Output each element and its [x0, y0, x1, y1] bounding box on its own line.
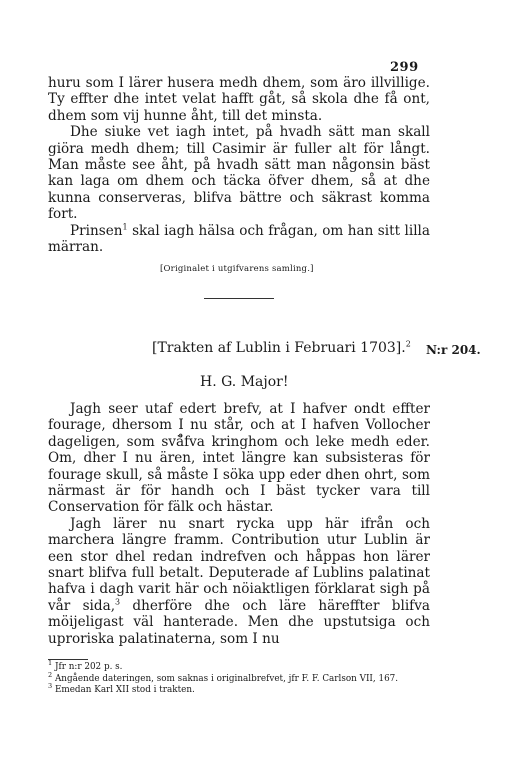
paragraph: huru som I lärer husera medh dhem, som äro illvillige. Ty effter dhe intet velat hafft gåt, så skola dhe få ont, dhem som vij hunne åht, till det minsta. [48, 75, 430, 124]
paragraph-with-ref [48, 516, 430, 647]
separator-rule [204, 298, 274, 299]
footnote-rule [48, 659, 88, 660]
footnote-text: Jfr n:r 202 p. s. [54, 662, 123, 672]
footnote-ref: 2 [405, 339, 411, 349]
footnote [48, 682, 430, 697]
text: Jagh lärer nu snart rycka upp här ifrån och marchera längre framm. Contribution utur Lublin är een stor dhel redan indrefven och håppas hon lärer snart blifva full betalt. Deputerade af Lublins palatinat hafva i dagh varit här och nöiaktligen förklarat sigh på vår sida, [48, 515, 430, 614]
letter-heading [152, 340, 411, 356]
document-number: N:r 204. [426, 343, 481, 357]
letter-text-block [48, 401, 430, 647]
footnote-ref: 3 [115, 597, 121, 607]
footnote [48, 659, 430, 674]
heading-text: [Trakten af Lublin i Februari 1703]. [152, 340, 406, 356]
text: skal iagh hälsa och frågan, om han sitt lilla märran. [48, 222, 430, 256]
footnote-text: Angående dateringen, som saknas i originalbrefvet, jfr F. F. Carlson VII, 167. [54, 673, 399, 684]
footnote-number: 2 [48, 670, 53, 679]
footnote-number: 3 [48, 682, 53, 691]
paragraph: Dhe siuke vet iagh intet, på hvadh sätt man skall giöra medh dhem; till Casimir är fuller alt för långt. Man måste see åht, på hvadh sätt man någonsin bäst kan laga om dhem och täcka öfver dhem, så at dhe kunna conserveras, blifva bättre och säkrast komma fort. [48, 124, 430, 223]
salutation: H. G. Major! [200, 374, 289, 390]
paragraph-prinsen [48, 223, 430, 256]
text: Prinsen [70, 222, 123, 239]
top-text-block [48, 75, 430, 255]
page-number: 299 [390, 60, 419, 75]
text: dherföre dhe och läre häreffter blifva möijeligast väl hanterade. Men dhe upstutsiga och uproriska palatinaterna, som I nu [48, 597, 430, 647]
footnotes [48, 659, 430, 697]
paragraph: Jagh seer utaf edert brefv, at I hafver ondt effter fourage, dhersom I nu står, och at I hafven Vollocher dageligen, som svä̊fva kringhom och leke medh eder. Om, dher I nu ären, intet längre kan subsisteras för fourage skull, så måste I söka upp eder dhen ohrt, som närmast är för handh och I bäst tycker vara till Conservation för fälk och hästar. [48, 401, 430, 516]
footnote-text: Emedan Karl XII stod i trakten. [54, 685, 195, 696]
source-note: [Originalet i utgifvarens samling.] [160, 264, 314, 274]
footnote-number: 1 [48, 659, 53, 668]
footnote-ref: 1 [122, 222, 128, 232]
footnote [48, 670, 430, 686]
